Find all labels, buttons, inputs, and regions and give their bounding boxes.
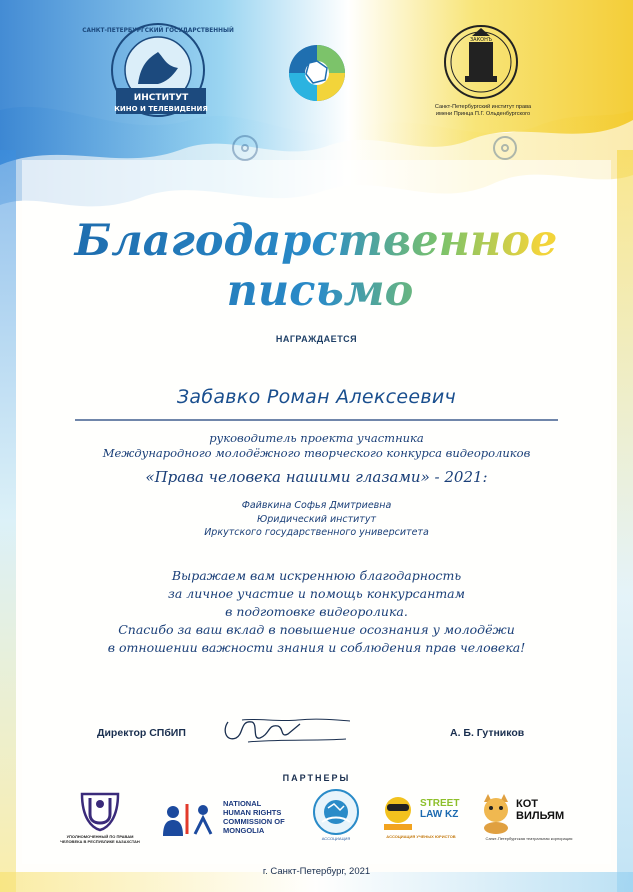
mongolia-nhrc-text [223, 799, 285, 835]
message-line-2: за личное участие и помощь конкурсантам [168, 586, 465, 601]
street-law-text [420, 798, 459, 820]
footer-city-year: г. Санкт-Петербург, 2021 [262, 866, 371, 877]
title-line-2: письмо [226, 266, 414, 316]
mongolia-line-1: NATIONAL [223, 799, 262, 808]
law-emblem-word: ЗАКОНЪ [469, 37, 493, 43]
street-law-mascot-icon [380, 794, 416, 832]
film-institute-name-1: ИНСТИТУТ [133, 93, 189, 103]
film-institute-logo [82, 22, 234, 127]
partner-street-law-kz [378, 792, 464, 844]
street-law-line-2: LAW KZ [420, 809, 459, 820]
cat-mascot-icon [478, 792, 514, 834]
ombudsman-kz-caption: УПОЛНОМОЧЕННЫЙ ПО ПРАВАМ ЧЕЛОВЕКА В РЕСПУБЛИКЕ КАЗАХСТАН [60, 834, 140, 844]
kot-vilyam-text [516, 798, 564, 822]
gratitude-message [0, 567, 633, 657]
aperture-logo [288, 44, 346, 102]
film-institute-arc-text: САНКТ-ПЕТЕРБУРГСКИЙ ГОСУДАРСТВЕННЫЙ [82, 28, 234, 34]
director-name: А. Б. Гутников [450, 727, 525, 739]
director-position: Директор СПбИП [97, 727, 186, 739]
law-caption-line-1: Санкт-Петербургский институт права [434, 104, 532, 110]
law-institute-caption [408, 104, 558, 118]
contest-name: «Права человека нашими глазами» - 2021: [145, 468, 488, 486]
association-caption: АССОЦИАЦИЯ [321, 836, 351, 841]
law-caption-line-2: имени Принца П.Г. Ольденбургского [435, 111, 531, 117]
message-line-1: Выражаем вам искреннюю благодарность [171, 568, 462, 583]
awarded-label: НАГРАЖДАЕТСЯ [275, 334, 358, 344]
participant-name: Файвкина Софья Дмитриевна [241, 500, 392, 511]
message-line-5: в отношении важности знания и соблюдения прав человека! [107, 640, 526, 655]
role-block [0, 431, 633, 461]
kot-vilyam-caption: Санкт-Петербургская театральная корпорация [485, 836, 573, 841]
participant-institute: Юридический институт [257, 513, 376, 525]
participant-block [0, 499, 633, 540]
role-line-1: руководитель проекта участника [209, 431, 424, 445]
partner-mongolia-nhrc [157, 796, 297, 844]
mongolia-nhrc-icon [157, 800, 219, 838]
street-law-line-1: STREET [420, 798, 460, 809]
mongolia-line-4: MONGOLIA [223, 826, 265, 835]
kot-vilyam-line-2: ВИЛЬЯМ [516, 810, 565, 822]
mongolia-line-2: HUMAN RIGHTS [223, 808, 282, 817]
signature-mark [218, 712, 358, 748]
kot-vilyam-line-1: КОТ [516, 798, 538, 810]
street-law-caption: АССОЦИАЦИЯ УЧЕНЫХ ЮРИСТОВ [386, 834, 456, 839]
film-institute-name-2: КИНО И ТЕЛЕВИДЕНИЯ [114, 105, 208, 113]
page-title [0, 205, 633, 320]
recipient-name: Забавко Роман Алексеевич [176, 386, 457, 408]
partner-kot-vilyam [478, 792, 580, 846]
partners-title: ПАРТНЕРЫ [282, 773, 351, 783]
role-line-2: Международного молодёжного творческого конкурса видеороликов [102, 446, 531, 460]
association-globe-icon [312, 788, 360, 836]
partner-ombudsman-kz [60, 790, 140, 852]
ombudsman-kz-icon [78, 790, 122, 832]
mongolia-line-3: COMMISSION OF [223, 817, 285, 826]
message-line-4: Спасибо за ваш вклад в повышение осознания у молодёжи [118, 622, 515, 637]
message-line-3: в подготовке видеоролика. [225, 604, 408, 619]
partner-association-logo [306, 788, 366, 844]
title-line-1: Благодарственное [74, 216, 558, 266]
participant-university: Иркутского государственного университета [204, 527, 429, 538]
law-institute-emblem [436, 22, 526, 102]
